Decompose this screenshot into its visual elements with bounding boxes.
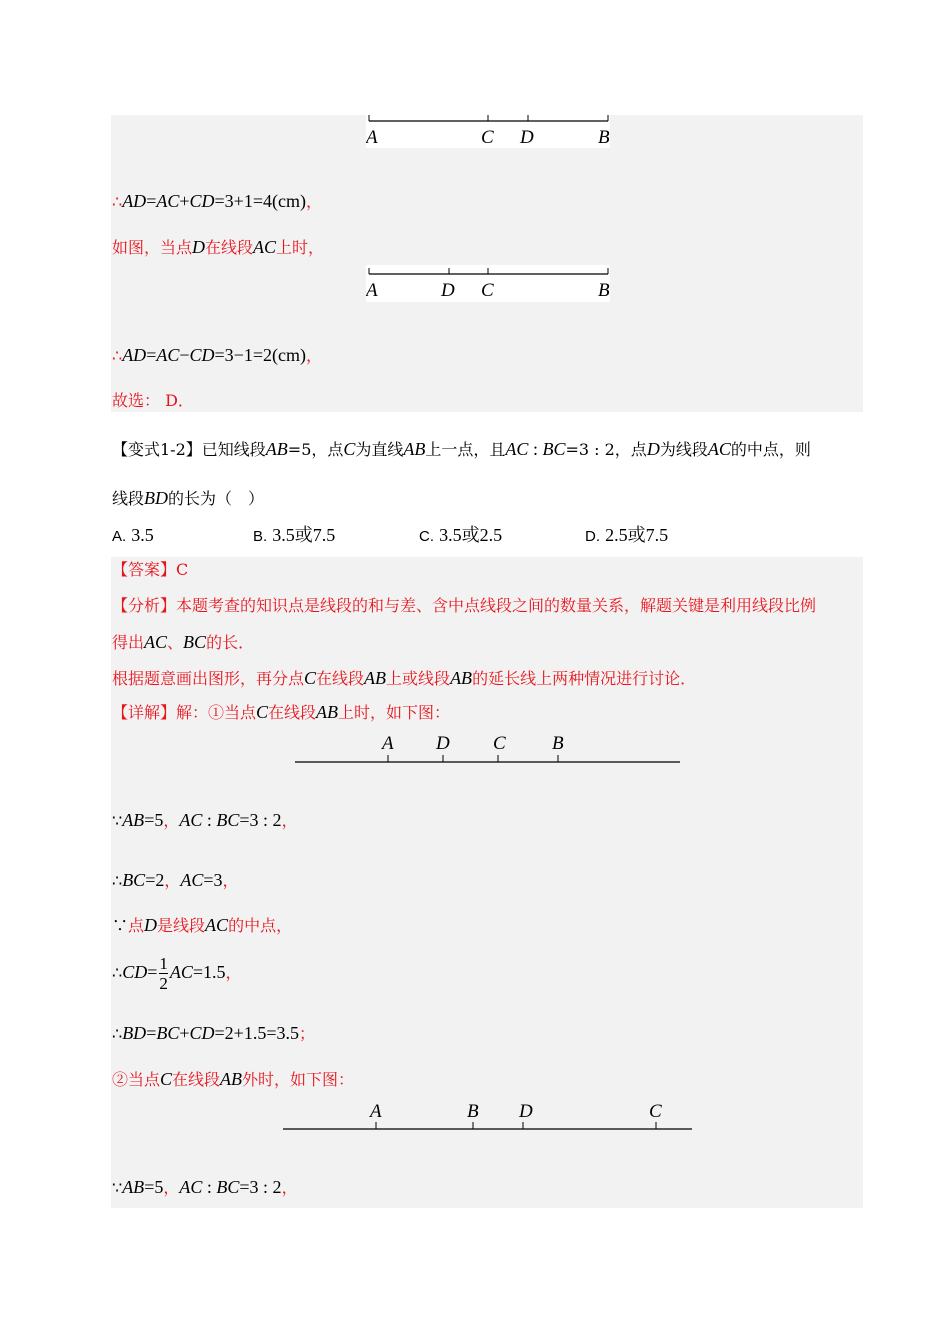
math-text: = (146, 1023, 157, 1043)
math-text: = (146, 345, 157, 365)
text-run: ； (299, 1024, 316, 1043)
math-text: AB (450, 668, 473, 688)
text-run: =5，点 (287, 440, 344, 459)
math-text: =3−1=2(cm) (214, 345, 306, 365)
math-text: C (160, 1069, 173, 1089)
text-run: 、 (167, 633, 184, 652)
text-run: 【答案】C (112, 560, 189, 579)
math-text: : (202, 1177, 217, 1197)
math-text: AC (179, 810, 203, 830)
math-text: AB (316, 702, 339, 722)
option-value: 3.5或7.5 (272, 525, 336, 545)
text-run: 的延长线上两种情况进行讨论． (472, 669, 697, 688)
math-text: : (202, 810, 217, 830)
math-text: C (304, 668, 317, 688)
option-letter: C. (419, 528, 434, 545)
point-label-a: A (370, 1101, 382, 1122)
math-text: CD (189, 1023, 215, 1043)
point-label-a: A (366, 127, 378, 148)
option-a (112, 523, 154, 547)
math-text: BC (542, 439, 566, 459)
text-run: 在线段 (205, 238, 254, 257)
math: AC (169, 962, 193, 982)
math-text: AD (122, 345, 147, 365)
math-text: BC (216, 810, 240, 830)
point-label-d: D (519, 1101, 533, 1122)
denominator: 2 (159, 974, 168, 993)
math-text: + (179, 191, 190, 211)
therefore-symbol: ∴ (112, 963, 123, 982)
text-run: 线段 (112, 489, 145, 508)
text-run: 得出 (112, 633, 145, 652)
text-run: =3 : 2，点 (565, 440, 647, 459)
numerator: 1 (159, 954, 168, 973)
math-text: D (646, 439, 660, 459)
math-text: AC (156, 191, 180, 211)
math-text: C (343, 439, 356, 459)
text-run: ， (163, 811, 180, 830)
text-line (112, 389, 194, 413)
math-text: =3 (203, 870, 223, 890)
point-label-d: D (520, 127, 534, 148)
text-run: 上时，如下图： (338, 703, 451, 722)
segment-figure-acdb (366, 115, 610, 148)
math-text: AB (220, 1069, 243, 1089)
text-line (112, 235, 324, 259)
option-letter: A. (112, 528, 127, 545)
point-label-d: D (441, 280, 455, 301)
text-run: ∴ (112, 1024, 123, 1043)
point-label-a: A (382, 733, 394, 754)
text-run: 【分析】本题考查的知识点是线段的和与差、含中点线段之间的数量关系，解题关键是利用线段比例 (112, 596, 817, 615)
math-text: AC (144, 632, 168, 652)
math-text: AC (180, 870, 204, 890)
point-label-c: C (649, 1101, 662, 1122)
math-text: AD (122, 191, 147, 211)
text-run: 如图，当点 (112, 238, 193, 257)
math-text: C (256, 702, 269, 722)
text-line (112, 868, 239, 892)
math-text: − (179, 345, 190, 365)
option-value: 3.5 (131, 525, 154, 545)
text-run: 外时，如下图： (242, 1070, 355, 1089)
math-text: + (179, 1023, 190, 1043)
point-label-c: C (481, 127, 494, 148)
math-text: D (192, 237, 206, 257)
option-b (253, 523, 335, 547)
text-run: 【详解】解：①当点 (112, 703, 257, 722)
text-line (112, 666, 696, 690)
text-run: 上时， (276, 238, 325, 257)
math-text: AB (364, 668, 387, 688)
text-run: ∴ (112, 346, 123, 365)
text-line (112, 594, 816, 618)
text-run: ②当点 (112, 1070, 161, 1089)
text-run: 的长为（ ） (168, 489, 265, 508)
text-line (112, 1175, 298, 1199)
point-label-b: B (552, 733, 564, 754)
text-run: 【变式1-2】已知线段 (112, 440, 266, 459)
text-line (112, 189, 322, 213)
text-run: ∵ (112, 1178, 123, 1197)
math-text: = (146, 191, 157, 211)
text-run: 根据题意画出图形，再分点 (112, 669, 305, 688)
text-line (112, 437, 811, 461)
math-text: AC (505, 439, 529, 459)
point-label-b: B (598, 280, 610, 301)
solution-panel-1 (111, 115, 863, 412)
math-text: BD (122, 1023, 147, 1043)
text-run: 的中点， (228, 916, 293, 935)
text-run: ∴ (112, 192, 123, 211)
text-run: 上一点，且 (425, 440, 506, 459)
punctuation: ， (225, 963, 242, 982)
point-label-b: B (598, 127, 610, 148)
text-line (112, 808, 298, 832)
math-text: BC (156, 1023, 180, 1043)
text-line (112, 486, 264, 510)
text-run: ， (163, 1178, 180, 1197)
point-label-b: B (467, 1101, 479, 1122)
text-run: 是线段 (157, 916, 206, 935)
math-text: AC (707, 439, 731, 459)
math-text: =5 (144, 1177, 164, 1197)
option-d (585, 523, 668, 547)
option-value: 3.5或2.5 (439, 525, 503, 545)
math: =1.5 (192, 962, 226, 982)
text-line (112, 700, 450, 724)
math-text: D (144, 915, 158, 935)
text-run: ， (305, 346, 322, 365)
option-letter: D. (585, 528, 600, 545)
segment-figure-case2 (283, 1095, 693, 1135)
text-line (112, 630, 254, 654)
text-run: 在线段 (172, 1070, 221, 1089)
point-label-c: C (481, 280, 494, 301)
text-run: ∴ (112, 871, 123, 890)
text-run: ， (164, 871, 181, 890)
text-run: ， (305, 192, 322, 211)
math-text: : (528, 439, 543, 459)
text-run: ， (281, 1178, 298, 1197)
text-run: 点 (128, 916, 145, 935)
math-text: AC (205, 915, 229, 935)
segment-figure-case1 (295, 728, 681, 768)
math-text: =2+1.5=3.5 (214, 1023, 299, 1043)
text-run: 为直线 (355, 440, 404, 459)
cd-fraction-line (112, 950, 242, 994)
math: CD (122, 962, 148, 982)
math-text: AB (403, 439, 426, 459)
text-run: 故选： D． (112, 391, 194, 410)
math-text: AB (122, 1177, 145, 1197)
math-text: =3 : 2 (239, 1177, 282, 1197)
text-run: 的中点，则 (730, 440, 811, 459)
text-line (112, 558, 188, 582)
math-text: BC (122, 870, 146, 890)
text-run: 在线段 (268, 703, 317, 722)
math-text: AC (179, 1177, 203, 1197)
math-text: CD (189, 191, 215, 211)
math-text: BC (183, 632, 207, 652)
option-letter: B. (253, 528, 268, 545)
point-label-c: C (493, 733, 506, 754)
math-text: AB (265, 439, 288, 459)
text-line (112, 1067, 354, 1091)
text-run: ， (222, 871, 239, 890)
math-text: AB (122, 810, 145, 830)
math-text: =3+1=4(cm) (214, 191, 306, 211)
math-text: BD (144, 488, 169, 508)
text-line (112, 343, 322, 367)
text-run: ∵ (112, 811, 123, 830)
math-text: =3 : 2 (239, 810, 282, 830)
text-line (112, 1021, 315, 1045)
math-text: AC (156, 345, 180, 365)
math-text: AC (253, 237, 277, 257)
text-run: 在线段 (316, 669, 365, 688)
math: = (147, 962, 158, 982)
point-label-d: D (436, 733, 450, 754)
math-text: =5 (144, 810, 164, 830)
text-run: 的长． (206, 633, 255, 652)
fraction-one-half (159, 954, 168, 993)
text-run: 为线段 (659, 440, 708, 459)
text-line (112, 913, 292, 937)
option-value: 2.5或7.5 (605, 525, 669, 545)
math-text: =2 (145, 870, 165, 890)
segment-figure-adcb (366, 265, 610, 302)
text-run: ∵ (112, 916, 129, 935)
text-run: ， (281, 811, 298, 830)
option-c (419, 523, 502, 547)
point-label-a: A (366, 280, 378, 301)
text-run: 上或线段 (386, 669, 451, 688)
math-text: CD (189, 345, 215, 365)
math-text: BC (216, 1177, 240, 1197)
